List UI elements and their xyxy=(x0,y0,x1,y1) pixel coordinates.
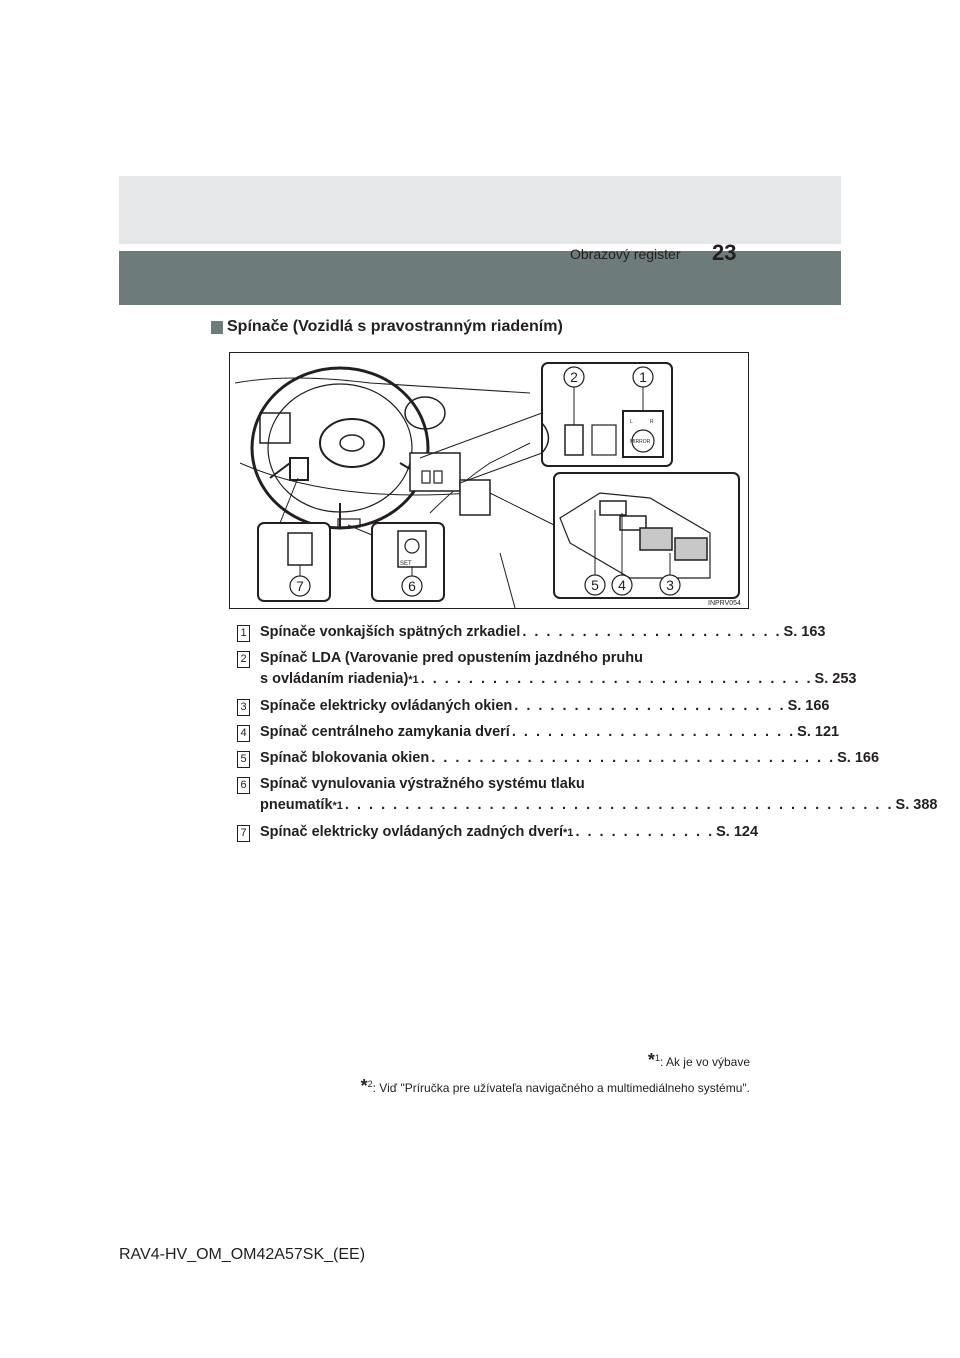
list-item xyxy=(237,748,880,769)
callout-5: 5 xyxy=(591,577,599,593)
callout-6: 6 xyxy=(408,578,416,594)
item-text: Spínač blokovania okien xyxy=(260,750,430,766)
footnote-1 xyxy=(648,1050,750,1071)
item-number: 6 xyxy=(237,777,250,794)
item-number: 2 xyxy=(237,651,250,668)
page-reference-link[interactable]: S. 388 xyxy=(895,797,938,813)
item-number: 4 xyxy=(237,725,250,742)
page-reference-link[interactable]: S. 163 xyxy=(783,624,826,640)
mirror-right-label: R xyxy=(650,419,654,425)
reset-switch-label: SET xyxy=(400,561,412,567)
footnote-star: * xyxy=(360,1076,368,1096)
item-leader: . . . . . . . . . . . . xyxy=(575,824,715,840)
item-number: 1 xyxy=(237,625,250,642)
list-item xyxy=(237,822,759,844)
list-item xyxy=(237,722,840,743)
item-leader: . . . . . . . . . . . . . . . . . . . . . . . . xyxy=(511,724,796,740)
switches-illustration xyxy=(229,352,749,609)
list-item xyxy=(237,648,857,691)
list-item xyxy=(237,622,826,643)
item-leader: . . . . . . . . . . . . . . . . . . . . . . . . . . . . . . . . . xyxy=(420,671,813,687)
item-number: 3 xyxy=(237,699,250,716)
page-number: 23 xyxy=(712,240,737,265)
item-text: Spínač centrálneho zamykania dverí xyxy=(260,724,510,740)
section-heading xyxy=(211,318,563,336)
item-text: Spínač vynulovania výstražného systému tlaku xyxy=(260,776,585,792)
section-title: Obrazový register xyxy=(570,246,681,262)
page-reference-link[interactable]: S. 124 xyxy=(716,824,759,840)
item-leader: . . . . . . . . . . . . . . . . . . . . . . xyxy=(522,624,782,640)
item-leader: . . . . . . . . . . . . . . . . . . . . . . . . . . . . . . . . . . xyxy=(431,750,836,766)
page-reference-link[interactable]: S. 166 xyxy=(837,750,880,766)
item-leader: . . . . . . . . . . . . . . . . . . . . . . . xyxy=(514,698,786,714)
heading-square-icon xyxy=(211,321,223,334)
callout-7: 7 xyxy=(296,578,304,594)
footnote-text: : Ak je vo výbave xyxy=(659,1055,750,1069)
page-reference-link[interactable]: S. 166 xyxy=(787,698,830,714)
item-leader: . . . . . . . . . . . . . . . . . . . . . . . . . . . . . . . . . . . . . . . . . . . . . . xyxy=(344,797,894,813)
callout-1: 1 xyxy=(639,369,647,385)
mirror-switch-label: MIRROR xyxy=(630,439,651,445)
document-code: RAV4-HV_OM_OM42A57SK_(EE) xyxy=(119,1246,366,1263)
item-text: Spínače vonkajších spätných zrkadiel xyxy=(260,624,521,640)
page-reference-link[interactable]: S. 253 xyxy=(814,671,857,687)
callout-4: 4 xyxy=(618,577,626,593)
callout-2: 2 xyxy=(570,369,578,385)
item-text: Spínače elektricky ovládaných okien xyxy=(260,698,513,714)
footnote-marker: *1 xyxy=(332,800,343,812)
item-text: Spínač LDA (Varovanie pred opustením jazdného pruhu xyxy=(260,650,643,666)
item-text: s ovládaním riadenia) xyxy=(260,671,409,687)
list-item xyxy=(237,696,830,717)
item-number: 5 xyxy=(237,751,250,768)
mirror-left-label: L xyxy=(630,419,633,425)
item-list xyxy=(237,622,938,849)
footnote-text: : Viď "Príručka pre užívateľa navigačného a multimediálneho systému". xyxy=(372,1081,750,1095)
footnote-number: 1 xyxy=(654,1053,660,1063)
item-number: 7 xyxy=(237,825,250,842)
footnote-star: * xyxy=(647,1050,655,1070)
header-band xyxy=(119,176,841,244)
footnote-marker: *1 xyxy=(408,674,419,686)
item-text: pneumatík xyxy=(260,797,333,813)
callout-3: 3 xyxy=(666,577,674,593)
footnote-marker: *1 xyxy=(563,827,574,839)
list-item xyxy=(237,774,938,817)
item-text: Spínač elektricky ovládaných zadných dverí xyxy=(260,824,564,840)
footnote-2 xyxy=(361,1076,750,1097)
footnote-number: 2 xyxy=(367,1079,373,1089)
heading-text: Spínače (Vozidlá s pravostranným riadením) xyxy=(227,318,563,335)
illustration-svg xyxy=(230,353,748,608)
figure-code: INPRV054 xyxy=(708,600,741,607)
page-reference-link[interactable]: S. 121 xyxy=(797,724,840,740)
